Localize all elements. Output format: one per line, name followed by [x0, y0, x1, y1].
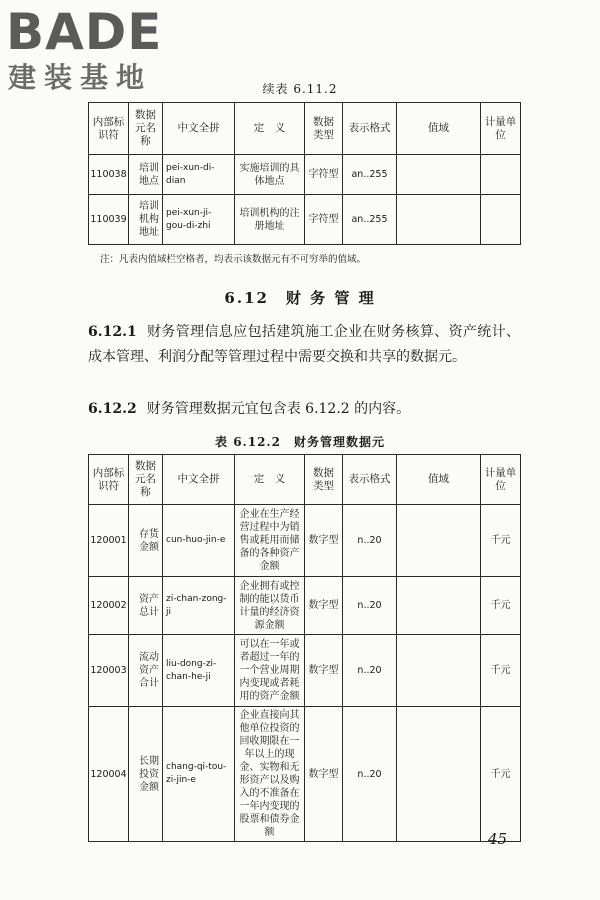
clause-number: 6.12.1: [88, 324, 137, 340]
clause-text: 财务管理信息应包括建筑施工企业在财务核算、资产统计、成本管理、利润分配等管理过程中需要交换和共享的数据元。: [88, 324, 520, 365]
table1-header-def: 定 义: [235, 103, 305, 155]
cell-type: 数字型: [305, 505, 343, 577]
cell-id: 110039: [89, 195, 129, 245]
table1-header-pinyin: 中文全拼: [163, 103, 235, 155]
cell-type: 数字型: [305, 635, 343, 707]
cell-pinyin: chang-qi-tou-zi-jin-e: [163, 707, 235, 842]
cell-format: n..20: [343, 505, 397, 577]
cell-format: n..20: [343, 707, 397, 842]
cell-format: an..255: [343, 195, 397, 245]
cell-def: 企业在生产经营过程中为销售或耗用而储备的各种资产金额: [235, 505, 305, 577]
cell-unit: 千元: [481, 577, 521, 635]
table1-header-row: [89, 103, 521, 155]
table2-header-range: 值域: [397, 455, 481, 505]
cell-def: 企业直接向其他单位投资的回收期限在一年以上的现金、实物和无形资产以及购入的不准备在一年内变现的股票和债券金额: [235, 707, 305, 842]
cell-format: n..20: [343, 577, 397, 635]
logo-brand: BADE: [6, 3, 163, 61]
cell-unit: 千元: [481, 707, 521, 842]
table-row: [89, 505, 521, 577]
cell-pinyin: liu-dong-zi-chan-he-ji: [163, 635, 235, 707]
cell-name: 培训机构地址: [129, 195, 163, 245]
cell-format: an..255: [343, 155, 397, 195]
table1-header-unit: 计量单位: [481, 103, 521, 155]
cell-id: 120003: [89, 635, 129, 707]
cell-pinyin: zi-chan-zong-ji: [163, 577, 235, 635]
clause-text: 财务管理数据元宜包含表 6.12.2 的内容。: [146, 401, 411, 417]
cell-id: 120001: [89, 505, 129, 577]
cell-range: [397, 577, 481, 635]
cell-id: 120004: [89, 707, 129, 842]
table2-header-row: [89, 455, 521, 505]
cell-id: 110038: [89, 155, 129, 195]
cell-type: 字符型: [305, 155, 343, 195]
cell-type: 数字型: [305, 707, 343, 842]
cell-name: 资产总计: [129, 577, 163, 635]
table2-header-type: 数据类型: [305, 455, 343, 505]
cell-unit: [481, 195, 521, 245]
cell-pinyin: pei-xun-di-dian: [163, 155, 235, 195]
cell-name: 流动资产合计: [129, 635, 163, 707]
table1-header-name: 数据元名称: [129, 103, 163, 155]
cell-range: [397, 155, 481, 195]
cell-type: 字符型: [305, 195, 343, 245]
cell-range: [397, 635, 481, 707]
cell-def: 实施培训的具体地点: [235, 155, 305, 195]
paragraph-6-12-1: [88, 320, 520, 370]
table1-note: 注：凡表内值域栏空格者，均表示该数据元有不可穷举的值域。: [100, 254, 367, 265]
logo-subtitle: 建装基地: [8, 61, 153, 94]
paragraph-6-12-2: [88, 397, 520, 422]
table-row: [89, 707, 521, 842]
cell-unit: 千元: [481, 505, 521, 577]
table2-header-pinyin: 中文全拼: [163, 455, 235, 505]
table-row: [89, 195, 521, 245]
clause-number: 6.12.2: [88, 401, 137, 417]
table-row: [89, 577, 521, 635]
table-row: [89, 155, 521, 195]
cell-range: [397, 707, 481, 842]
cell-def: 企业拥有或控制的能以货币计量的经济资源金额: [235, 577, 305, 635]
table2-caption: 表 6.12.2 财务管理数据元: [215, 435, 385, 449]
table1-caption: 续表 6.11.2: [262, 82, 338, 96]
table1: [88, 102, 521, 245]
table2-header-def: 定 义: [235, 455, 305, 505]
cell-name: 培训地点: [129, 155, 163, 195]
table2-header-id: 内部标识符: [89, 455, 129, 505]
table2-header-unit: 计量单位: [481, 455, 521, 505]
cell-name: 存货金额: [129, 505, 163, 577]
cell-pinyin: pei-xun-ji-gou-di-zhi: [163, 195, 235, 245]
table1-header-range: 值域: [397, 103, 481, 155]
cell-unit: [481, 155, 521, 195]
cell-def: 可以在一年或者超过一年的一个营业周期内变现或者耗用的资产金额: [235, 635, 305, 707]
table2: [88, 454, 521, 842]
table1-header-type: 数据类型: [305, 103, 343, 155]
cell-type: 数字型: [305, 577, 343, 635]
cell-format: n..20: [343, 635, 397, 707]
table1-header-id: 内部标识符: [89, 103, 129, 155]
table2-header-format: 表示格式: [343, 455, 397, 505]
cell-unit: 千元: [481, 635, 521, 707]
table1-header-format: 表示格式: [343, 103, 397, 155]
cell-range: [397, 505, 481, 577]
cell-range: [397, 195, 481, 245]
section-title: 6.12 财 务 管 理: [224, 289, 376, 307]
cell-pinyin: cun-huo-jin-e: [163, 505, 235, 577]
table-row: [89, 635, 521, 707]
page-number: 45: [488, 830, 508, 848]
table2-header-name: 数据元名称: [129, 455, 163, 505]
cell-id: 120002: [89, 577, 129, 635]
cell-def: 培训机构的注册地址: [235, 195, 305, 245]
cell-name: 长期投资金额: [129, 707, 163, 842]
